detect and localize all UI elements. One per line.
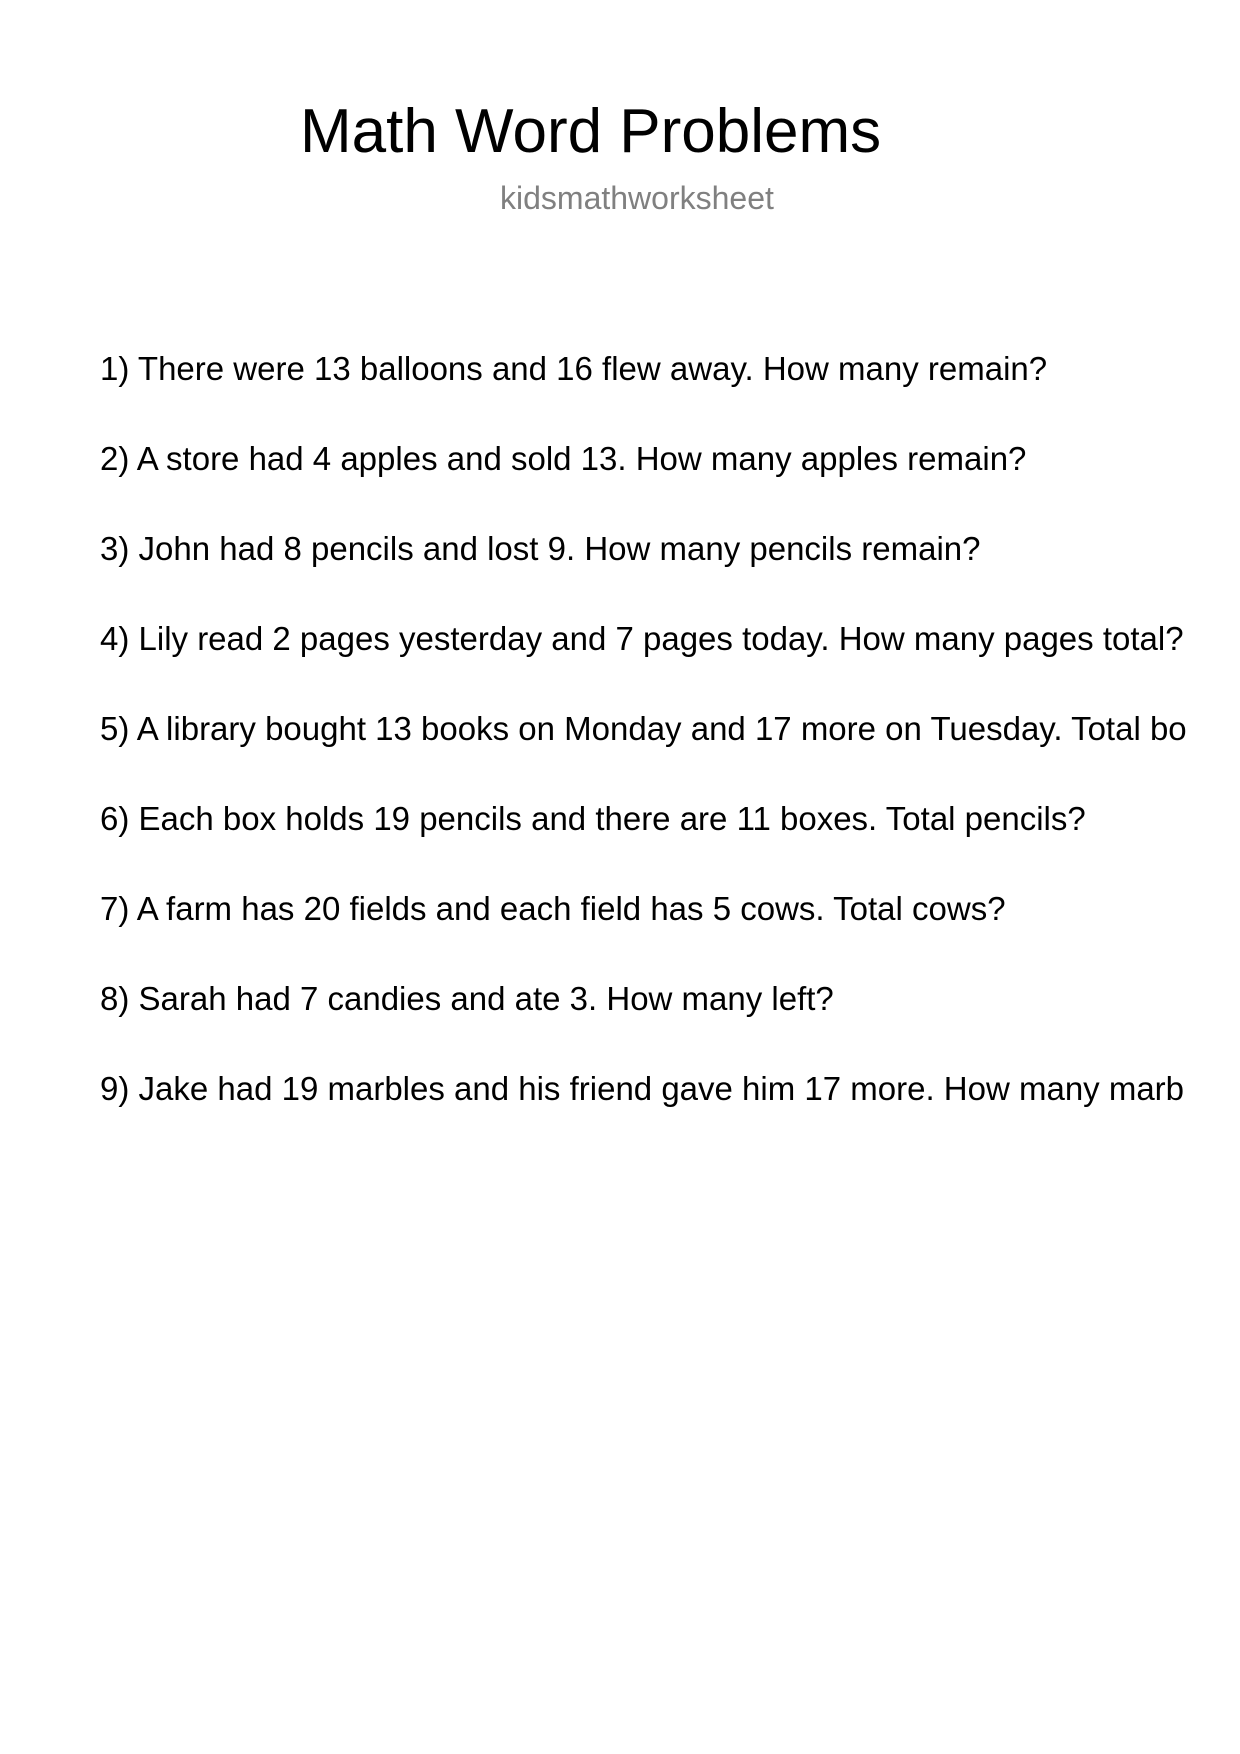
problem-item: 3) John had 8 pencils and lost 9. How many pencils remain? — [100, 530, 981, 567]
site-name: kidsmathworksheet — [500, 180, 774, 216]
problem-item: 2) A store had 4 apples and sold 13. How many apples remain? — [100, 440, 1027, 477]
page-title: Math Word Problems — [300, 97, 882, 166]
problem-item: 8) Sarah had 7 candies and ate 3. How many left? — [100, 980, 834, 1017]
problem-item: 5) A library bought 13 books on Monday and 17 more on Tuesday. Total bo — [100, 710, 1187, 747]
problem-item: 6) Each box holds 19 pencils and there are 11 boxes. Total pencils? — [100, 800, 1086, 837]
problem-item: 4) Lily read 2 pages yesterday and 7 pages today. How many pages total? — [100, 620, 1184, 657]
problem-item: 9) Jake had 19 marbles and his friend gave him 17 more. How many marb — [100, 1070, 1185, 1107]
problem-item: 7) A farm has 20 fields and each field has 5 cows. Total cows? — [100, 890, 1006, 927]
problem-list — [100, 349, 1187, 1159]
problem-item: 1) There were 13 balloons and 16 flew away. How many remain? — [100, 350, 1048, 387]
